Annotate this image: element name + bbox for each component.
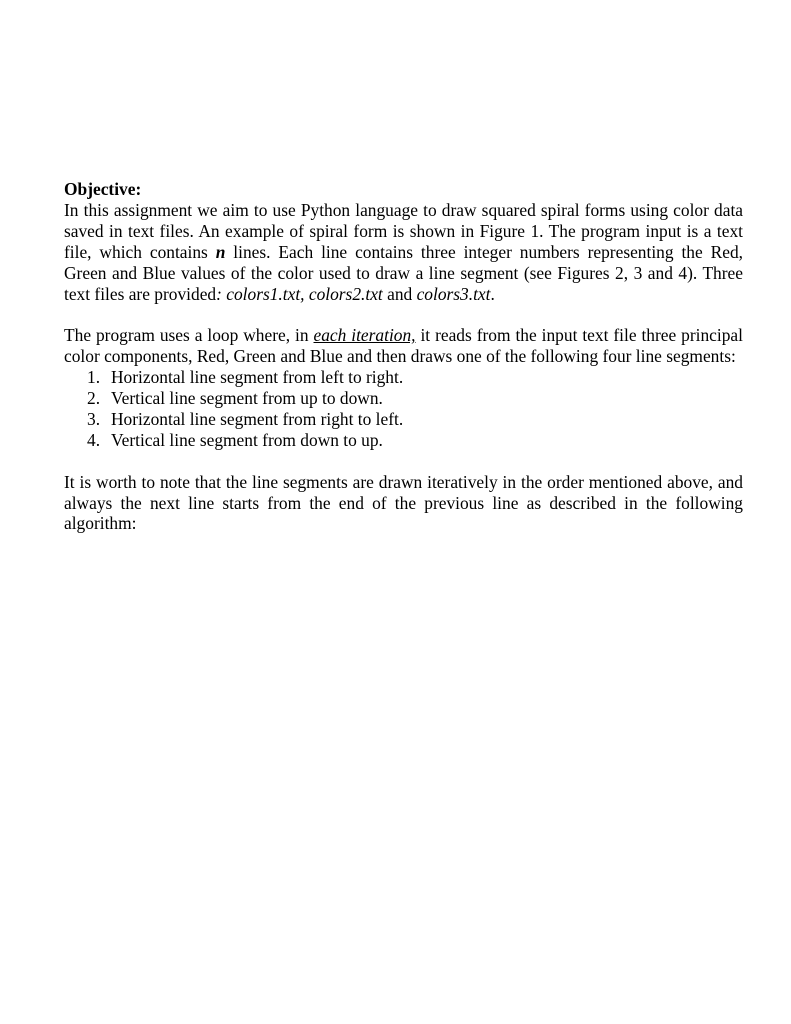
intro-text-1: In this assignment we aim to use Python language to draw squared spiral forms using color data saved in text files. An example of spiral form is shown in Figure 1. The program input is a text file, which contains <box>64 199 743 262</box>
loop-text-2: it reads from the input text file three principal color components, Red, Green and Blue and then draws one of the following four line segments: <box>64 325 743 367</box>
document-page <box>64 179 743 534</box>
intro-end: . <box>490 283 495 304</box>
file-names-1: colors1.txt, colors2.txt <box>221 283 383 304</box>
list-item-number: 3. <box>87 408 101 429</box>
loop-paragraph <box>64 325 743 367</box>
list-item-number: 2. <box>87 388 101 409</box>
loop-text-1: The program uses a loop where, in <box>64 325 314 346</box>
list-item <box>64 409 743 430</box>
paragraph-gap <box>64 451 743 472</box>
list-item-text: Vertical line segment from down to up. <box>111 429 383 450</box>
list-item <box>64 367 743 388</box>
file-name-3: colors3.txt <box>416 283 491 304</box>
n-variable: n <box>215 241 226 262</box>
steps-list <box>64 367 743 451</box>
each-iteration-link[interactable]: each iteration, <box>313 325 416 346</box>
objective-heading: Objective: <box>64 179 142 199</box>
list-item-number: 1. <box>87 367 101 388</box>
intro-text-2: lines. Each line contains three integer numbers representing the Red, Green and Blue values of the color used to draw a line segment (see Figures 2, 3 and 4). Three text files are provided <box>64 241 743 304</box>
list-item <box>64 430 743 451</box>
list-item-text: Vertical line segment from up to down. <box>111 388 383 409</box>
intro-colon: : <box>216 283 222 304</box>
list-item-text: Horizontal line segment from left to right. <box>111 367 404 388</box>
intro-paragraph <box>64 200 743 305</box>
paragraph-gap <box>64 304 743 325</box>
closing-paragraph: It is worth to note that the line segments are drawn iteratively in the order mentioned above, and always the next line starts from the end of the previous line as described in the following algorithm: <box>64 471 743 534</box>
and-word: and <box>382 283 417 304</box>
list-item-text: Horizontal line segment from right to left. <box>111 408 404 429</box>
list-item <box>64 388 743 409</box>
list-item-number: 4. <box>87 429 101 450</box>
